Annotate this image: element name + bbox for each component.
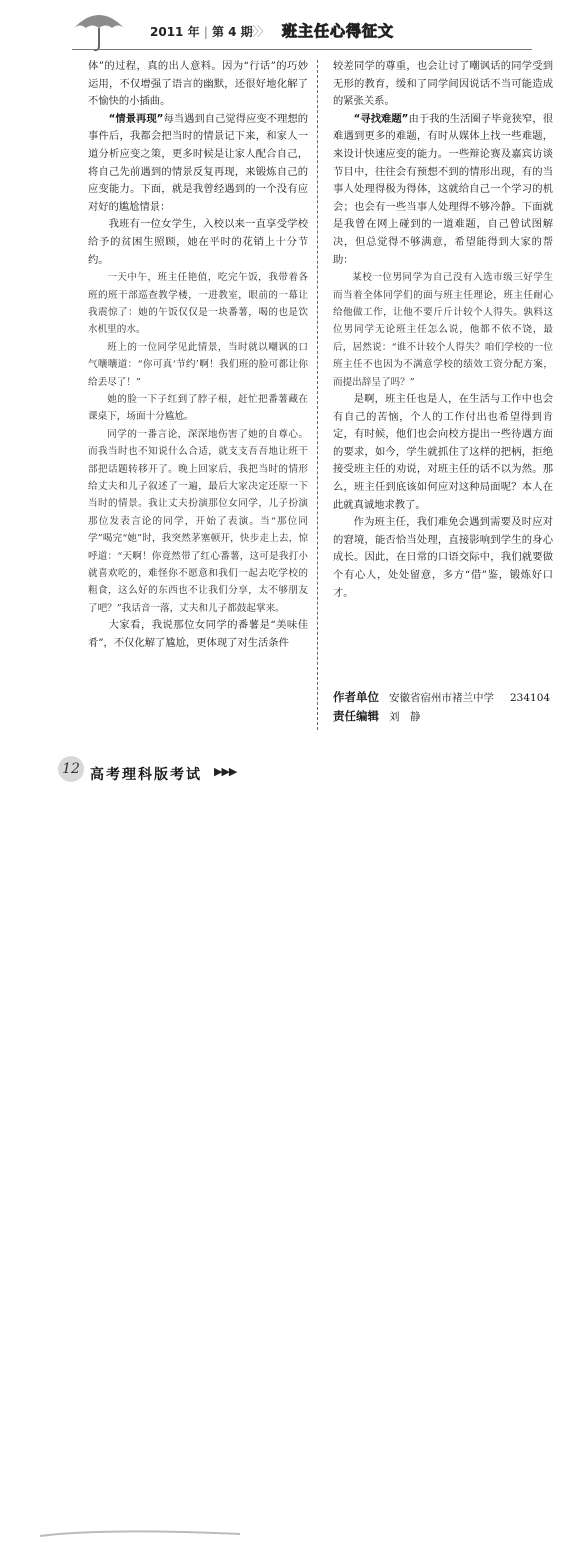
paragraph-text: 大家看，我说那位女同学的番薯是“美味佳肴”，不仅化解了尴尬，更体现了对生活条件: [88, 619, 308, 649]
paragraph: [88, 216, 308, 269]
editor-row: [333, 707, 563, 726]
paragraph-text: 某校一位男同学为自己没有入选市级三好学生而当着全体同学们的面与班主任理论，班主任耐心给他做工作，让他不要斤斤计较个人得失。孰料这位男同学无论班主任怎么说，他都不依不饶，最后，居然说：“谁不计较个人得失？咱们学校的一位班主任不也因为不满意学校的绩效工资分配方案，而提出辞呈了吗？”: [333, 272, 553, 388]
magazine-name: 高考理科版考试: [90, 767, 202, 783]
editor-value: 刘 静: [389, 711, 421, 723]
issue-info: 2011 年 | 第 4 期: [150, 25, 253, 39]
paragraph-text: 作为班主任，我们难免会遇到需要及时应对的窘境，能否恰当处理，直接影响到学生的身心成长。因此，在日常的口语交际中，我们就要做个有心人，处处留意，多方“借”鉴，锻炼好口才。: [333, 516, 553, 599]
paragraph: [333, 514, 553, 602]
paragraph-text: 体”的过程，真的出人意料。因为“行话”的巧妙运用，不仅增强了语言的幽默，还很好地化解了不愉快的小插曲。: [88, 60, 308, 108]
paragraph: [88, 426, 308, 617]
paragraph-text: 每当遇到自己觉得应变不理想的事件后，我都会把当时的情景记下来，和家人一道分析应变之策，更多时候是让家人配合自己，将自己先前遇到的情景反复再现，来锻炼自己的应变能力。下面，就是我曾经遇到的一个没有应对好的尴尬情景：: [88, 112, 308, 213]
paragraph: [333, 269, 553, 391]
paragraph: [88, 339, 308, 391]
umbrella-icon: [70, 8, 128, 52]
author-unit-value: 安徽省宿州市褚兰中学: [389, 692, 494, 704]
paragraph-text: 较差同学的尊重，也会让讨了嘲讽话的同学受到无形的教育，缓和了同学间因说话不当可能造成的紧张关系。: [333, 60, 553, 108]
paragraph: [333, 111, 553, 269]
page-number: 12: [58, 756, 84, 782]
column-title: 班主任心得征文: [282, 22, 395, 40]
paragraph-text: 是啊，班主任也是人，在生活与工作中也会有自己的苦恼，个人的工作付出也希望得到肯定，有时候，他们也会向校方提出一些待遇方面的要求，如今，学生就抓住了这样的把柄，拒绝接受班主任的劝说，对班主任的话不以为然。那么，班主任到底该如何应对这种局面呢？本人在此就真诚地求教了。: [333, 392, 553, 511]
page-header: [0, 0, 579, 56]
header-arrows: 〉〉〉: [248, 25, 269, 40]
paragraph-text: 同学的一番言论，深深地伤害了她的自尊心。而我当时也不知说什么合适，就支支吾吾地让班干部把话题转移开了。晚上回家后，我把当时的情形给丈夫和儿子叙述了一遍，最后大家决定还原一下当时的情景。我让丈夫扮演那位女同学，儿子扮演那位发表言论的同学，开始了表演。当“那位同学”喝完“她”时，我突然茅塞顿开，快步走上去，惊呼道：“天啊！你竟然带了红心番薯，这可是我打小就喜欢吃的，难怪你不愿意和我们一起去吃学校的粗食，这么好的东西也不让我们分享，太不够朋友了吧？”我话音一落，丈夫和儿子都鼓起掌来。: [88, 428, 308, 614]
footer-arrows: ▶▶▶: [214, 765, 237, 778]
paragraph-text: 班上的一位同学见此情景，当时就以嘲讽的口气嚷嚷道：“你可真‘节约’啊！我们班的脸可都让你给丢尽了！”: [88, 341, 308, 388]
section-keyword: “情景再现”: [108, 112, 164, 125]
section-keyword: “寻找难题”: [353, 112, 409, 125]
author-unit-row: [333, 688, 563, 707]
paragraph-text: 我班有一位女学生，入校以来一直享受学校给予的贫困生照顾，她在平时的花销上十分节约。: [88, 218, 308, 266]
footer-swoosh: [40, 1526, 240, 1542]
editor-label: 责任编辑: [333, 709, 379, 723]
paragraph-text: 一天中午，班主任艳值，吃完午饭，我带着各班的班干部巡查教学楼，一进教室，眼前的一幕让我震惊了：她的午饭仅仅是一块番薯，喝的也是饮水机里的水。: [88, 272, 308, 336]
paragraph: [333, 58, 553, 111]
paragraph-text: 她的脸一下子红到了脖子根，赶忙把番薯藏在课桌下，场面十分尴尬。: [88, 393, 308, 423]
paragraph: [88, 391, 308, 426]
paragraph: [88, 111, 308, 217]
column-divider: [317, 60, 318, 730]
paragraph: [88, 58, 308, 111]
paragraph: [88, 617, 308, 652]
left-column: [88, 58, 308, 652]
issue-label: 第 4 期: [211, 25, 253, 39]
paragraph-text: 由于我的生活圈子毕竟狭窄，很难遇到更多的难题，有时从媒体上找一些难题，来设计快速应变的能力。一些辩论赛及嘉宾访谈节目中，往往会有预想不到的情形出现，有的当事人处理得极为得体，这就给自己一个学习的机会；也会有一些当事人处理得不够冷静。下面就是我曾在网上碰到的一道难题，自己曾试图解决，但总觉得不够满意，希望能得到大家的帮助：: [333, 112, 553, 266]
header-rule: [72, 49, 532, 50]
year-label: 2011 年: [150, 25, 200, 39]
page-footer: [0, 750, 579, 800]
article-credits: [333, 688, 563, 726]
author-unit-label: 作者单位: [333, 690, 379, 704]
paragraph: [333, 391, 553, 514]
right-column: [333, 58, 553, 602]
paragraph: [88, 269, 308, 339]
postcode: 234104: [510, 692, 551, 704]
